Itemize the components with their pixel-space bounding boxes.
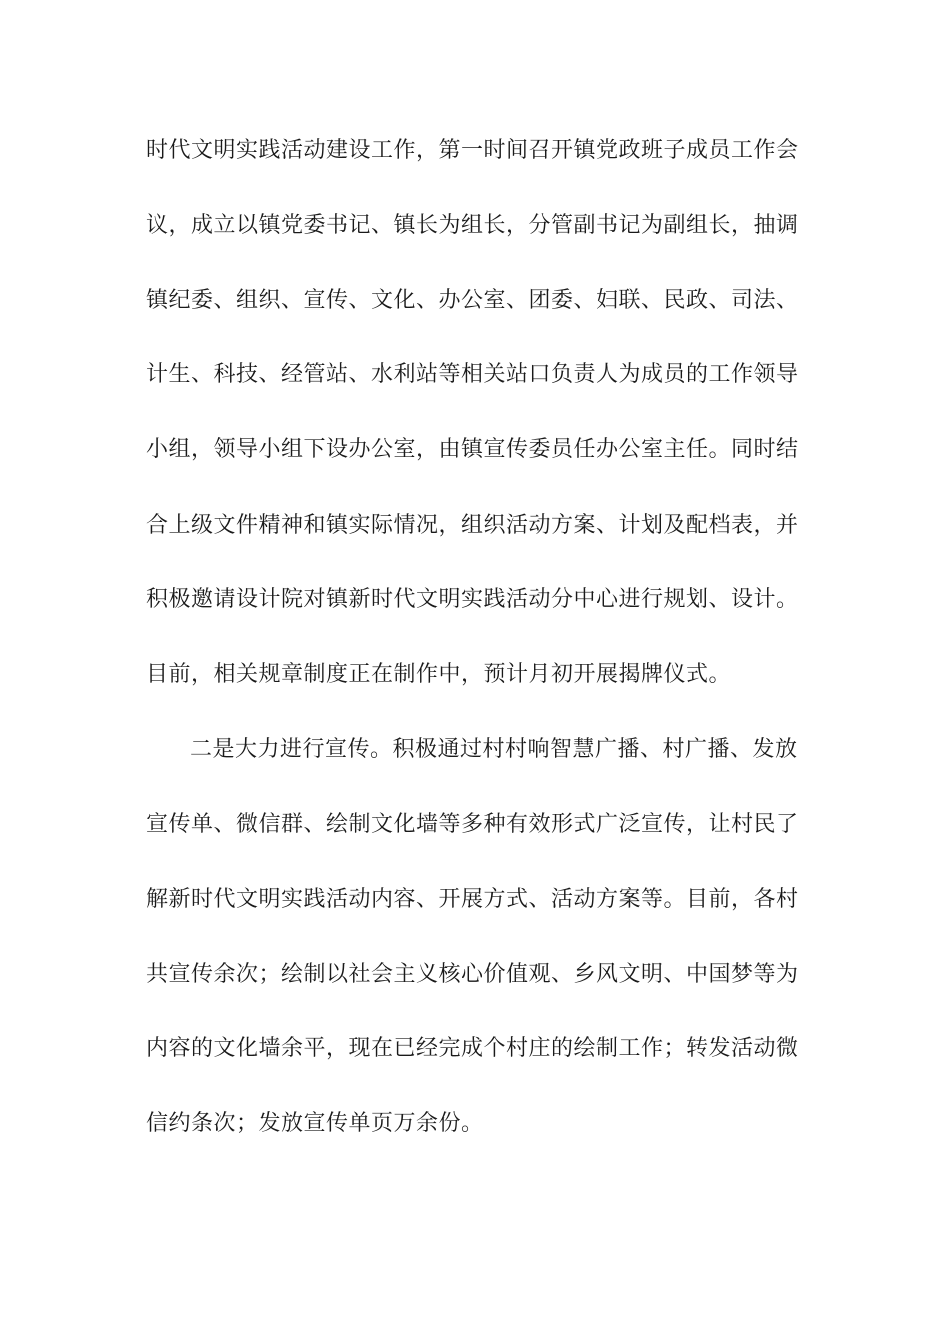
body-text-line-13: 内容的文化墙余平，现在已经完成个村庄的绘制工作；转发活动微 [146, 1036, 799, 1061]
body-text-line-8: 目前，相关规章制度正在制作中，预计月初开展揭牌仪式。 [146, 662, 732, 687]
body-text-line-3: 镇纪委、组织、宣传、文化、办公室、团委、妇联、民政、司法、 [146, 288, 799, 313]
paragraph-start-line: 二是大力进行宣传。积极通过村村响智慧广播、村广播、发放 [190, 737, 798, 762]
body-text-line-2: 议，成立以镇党委书记、镇长为组长，分管副书记为副组长，抽调 [146, 213, 799, 238]
body-text-line-6: 合上级文件精神和镇实际情况，组织活动方案、计划及配档表，并 [146, 513, 799, 538]
body-text-line-1: 时代文明实践活动建设工作，第一时间召开镇党政班子成员工作会 [146, 138, 799, 163]
body-text-line-14: 信约条次；发放宣传单页万余份。 [146, 1111, 484, 1136]
body-text-line-10: 宣传单、微信群、绘制文化墙等多种有效形式广泛宣传，让村民了 [146, 812, 799, 837]
body-text-line-4: 计生、科技、经管站、水利站等相关站口负责人为成员的工作领导 [146, 362, 799, 387]
body-text-line-7: 积极邀请设计院对镇新时代文明实践活动分中心进行规划、设计。 [146, 587, 799, 612]
body-text-line-12: 共宣传余次；绘制以社会主义核心价值观、乡风文明、中国梦等为 [146, 962, 799, 987]
body-text-line-5: 小组，领导小组下设办公室，由镇宣传委员任办公室主任。同时结 [146, 437, 799, 462]
body-text-line-11: 解新时代文明实践活动内容、开展方式、活动方案等。目前，各村 [146, 887, 799, 912]
